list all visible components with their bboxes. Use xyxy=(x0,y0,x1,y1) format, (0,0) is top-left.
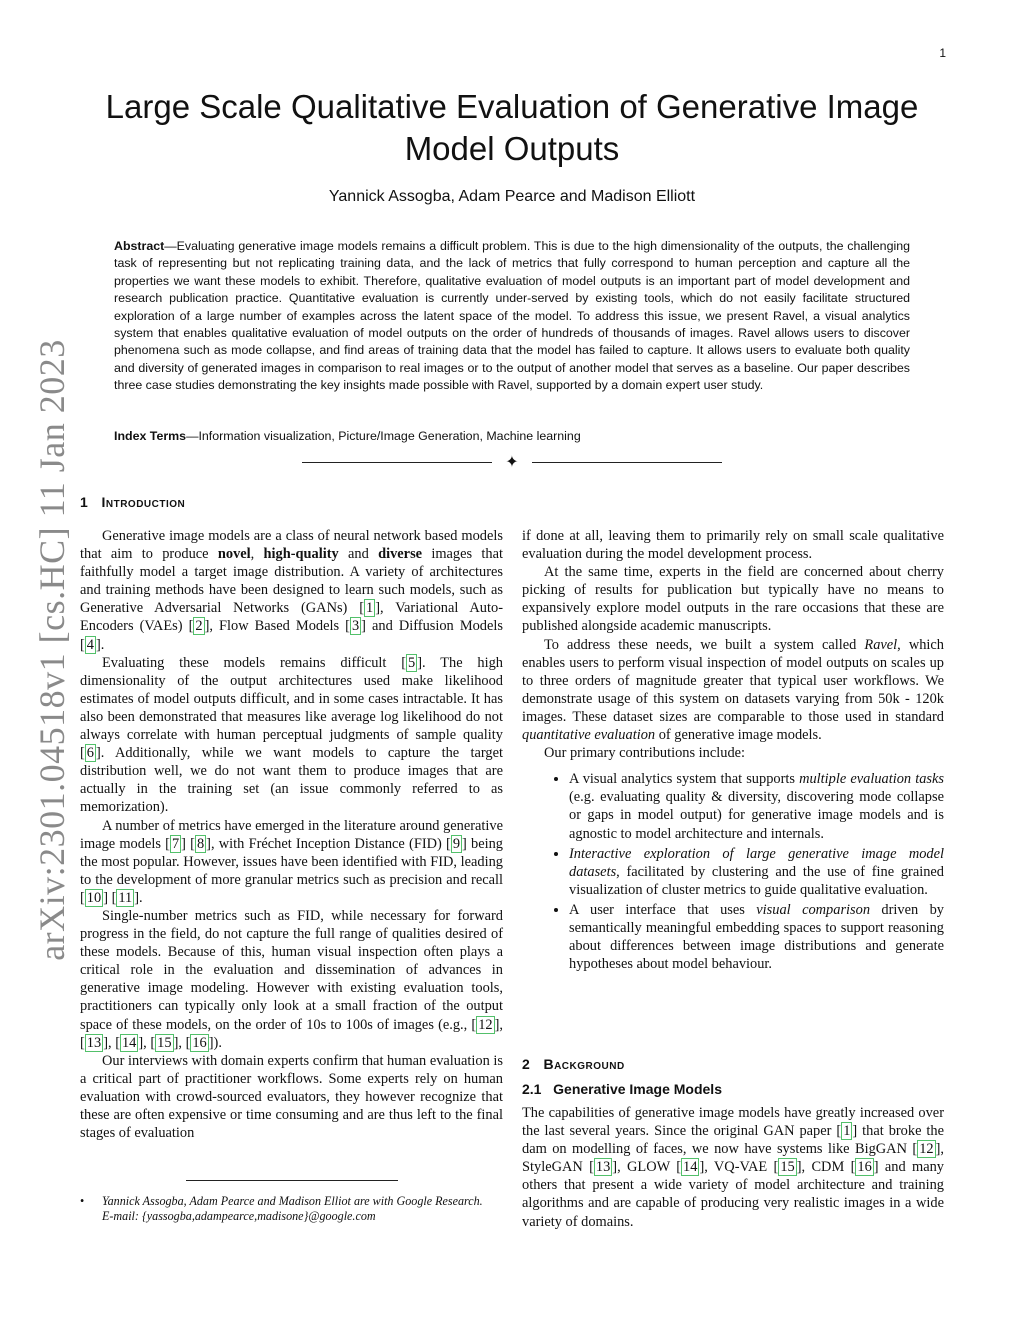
citation-link[interactable]: 1 xyxy=(366,600,374,617)
right-column xyxy=(522,527,944,975)
footnote-rule xyxy=(186,1180,398,1181)
paper-title: Large Scale Qualitative Evaluation of Generative Image Model Outputs xyxy=(105,88,919,167)
arxiv-stamp xyxy=(22,339,82,961)
citation-link[interactable]: 12 xyxy=(478,1016,493,1033)
divider-star-icon: ✦ xyxy=(505,454,519,471)
citation-link[interactable]: 2 xyxy=(195,618,203,635)
citation-link[interactable]: 3 xyxy=(351,618,360,635)
section-1-number: 1 xyxy=(80,494,89,510)
subsection-2-1-heading xyxy=(522,1081,722,1097)
citation-link[interactable]: 13 xyxy=(595,1159,611,1176)
list-item: • Interactive exploration of large generative image model datasets, facilitated by clustering and the use of fine grained visualization of cluster metrics to guide qualitative evaluation. xyxy=(569,845,944,899)
left-column xyxy=(80,527,503,1142)
citation-link[interactable]: 14 xyxy=(683,1159,698,1176)
abstract-label: Abstract xyxy=(114,239,165,253)
paragraph: At the same time, experts in the field are concerned about cherry picking of results for publication but typically have no means to expansively explore model outputs in the rare occasions that these are published alongside academic manuscripts. xyxy=(522,564,944,635)
authors: Yannick Assogba, Adam Pearce and Madison Elliott xyxy=(328,188,696,205)
citation-link[interactable]: 7 xyxy=(171,835,180,852)
index-terms xyxy=(114,429,910,443)
citation-link[interactable]: 12 xyxy=(919,1141,934,1158)
citation-link[interactable]: 15 xyxy=(780,1159,795,1176)
citation-link[interactable]: 9 xyxy=(452,835,461,852)
paragraph: A number of metrics have emerged in the literature around generative image models [ 7 ] [ 8 ], with Fréchet Inception Distance (FID) [ 9 ] being the most popular. However, issues have been identified with FID, leading to the development of more granular metrics such as precision and recall [ 10 ] [ 11 ]. xyxy=(80,817,503,906)
paragraph: Evaluating these models remains difficult [ 5 ]. The high dimensionality of the output architectures used make likelihood estimates of model outputs difficult, and in some cases intractable. It has also been demonstrated that measures like average log likelihood do not always correlate with human perceptual judgments of sample quality [ 6 ]. Additionally, while we want models to capture the target distribution well, we do not want them to produce images that are actually in the training set (an issue commonly referred to as memorization). xyxy=(80,654,503,816)
citation-link[interactable]: 15 xyxy=(157,1034,172,1051)
citation-link[interactable]: 13 xyxy=(86,1034,102,1051)
citation-link[interactable]: 4 xyxy=(86,636,94,653)
citation-link[interactable]: 10 xyxy=(86,889,102,906)
section-divider xyxy=(302,455,722,471)
citation-link[interactable]: 11 xyxy=(118,889,133,906)
page-number: 1 xyxy=(939,46,946,60)
paragraph: if done at all, leaving them to primarily rely on small scale qualitative evaluation during the model development process. xyxy=(522,528,944,563)
footnote-email: E-mail: {yassogba,adampearce,madisone}@google.com xyxy=(102,1209,376,1223)
section-1-title: Introduction xyxy=(101,494,186,510)
citation-link[interactable]: 14 xyxy=(121,1034,137,1051)
citation-link[interactable]: 6 xyxy=(86,745,94,762)
section-2-number: 2 xyxy=(522,1056,531,1072)
contributions-list xyxy=(522,770,944,973)
paragraph: Single-number metrics such as FID, while necessary for forward progress in the field, do not capture the full range of qualities desired of these models. Because of this, human visual inspection often plays a critical role in the evaluation and dissemination of advances in generative image modeling. However with existing evaluation tools, practitioners can typically only look at a small fraction of the output space of these models, on the order of 10s to 100s of images (e.g., [ 12 ], [ 13 ], [ 14 ], [ 15 ], [ 16 ]). xyxy=(80,907,503,1051)
citation-link[interactable]: 8 xyxy=(196,835,205,852)
section-1-heading xyxy=(80,494,185,510)
subsection-number: 2.1 xyxy=(522,1081,542,1097)
paragraph: To address these needs, we built a system called Ravel, which enables users to perform visual inspection of model outputs on scales up to three orders of magnitude greater that typical user workflows. We demonstrate usage of this system on datasets varying from 50k - 120k images. These dataset sizes are comparable to those used in standard quantitative evaluation of generative image models. xyxy=(522,636,944,744)
paragraph: Our primary contributions include: xyxy=(544,745,746,762)
list-item: • A visual analytics system that supports multiple evaluation tasks (e.g. evaluating quality & diversity, discovering mode collapse or gaps in model output) for generative image models and is agnostic to model architecture and internals. xyxy=(569,770,944,842)
citation-link[interactable]: 16 xyxy=(192,1034,207,1051)
subsection-title: Generative Image Models xyxy=(553,1081,722,1097)
citation-link[interactable]: 5 xyxy=(408,654,416,671)
paragraph: The capabilities of generative image models have greatly increased over the last several years. Since the original GAN paper [ 1 ] that broke the dam on modelling of faces, we now have systems like BigGAN [ 12 ], StyleGAN [ 13 ], GLOW [ 14 ], VQ-VAE [ 15 ], CDM [ 16 ] and many others that present a wide variety of model architecture and training algorithms and are capable of producing very realistic images in a wide variety of domains. xyxy=(522,1105,944,1230)
abstract-text: —Evaluating generative image models remains a difficult problem. This is due to the high dimensionality of the outputs, the challenging task of representing but not replicating training data, and the lack of metrics that fully correspond to human perception and capture all the properties we want these models to exhibit. Therefore, qualitative evaluation of model outputs is an important part of model development and research publication practice. Quantitative evaluation is currently under-served by existing tools, which do not easily facilitate structured exploration of a large number of examples across the latent space of the model. To address this issue, we present Ravel, a visual analytics system that enables qualitative evaluation of model outputs on the order of hundreds of thousands of images. Ravel allows users to discover phenomena such as mode collapse, and find areas of training data that the model has failed to capture. It allows users to evaluate both quality and diversity of generated images in comparison to real images or to the output of another model that serves as a baseline. Our paper describes three case studies demonstrating the key insights made possible with Ravel, supported by a domain expert user study. xyxy=(114,239,910,393)
section-2-title: Background xyxy=(543,1056,625,1072)
footnote-affiliation: Yannick Assogba, Adam Pearce and Madison Elliot are with Google Research. xyxy=(102,1194,483,1208)
citation-link[interactable]: 16 xyxy=(857,1159,872,1176)
footnote-bullet: • xyxy=(80,1194,85,1208)
section-2-body xyxy=(522,1104,944,1231)
paragraph: Generative image models are a class of neural network based models that aim to produce novel, high-quality and diverse images that faithfully model a target image distribution. A variety of architectures and training methods have been designed to learn such models, such as Generative Adversarial Networks (GANs) [ 1 ], Variational Auto-Encoders (VAEs) [ 2 ], Flow Based Models [ 3 ] and Diffusion Models [ 4 ]. xyxy=(80,528,503,653)
index-terms-text: —Information visualization, Picture/Image Generation, Machine learning xyxy=(186,429,581,443)
arxiv-stamp-text: arXiv:2301.04518v1 [cs.HC] 11 Jan 2023 xyxy=(32,339,72,961)
list-item: • A user interface that uses visual comparison driven by semantically meaningful embedding spaces to support reasoning about differences between image distributions and generate hypotheses about model behaviour. xyxy=(569,901,944,973)
abstract xyxy=(114,238,910,395)
footnote xyxy=(80,1194,504,1224)
index-terms-label: Index Terms xyxy=(114,429,187,443)
section-2-heading xyxy=(522,1056,625,1072)
citation-link[interactable]: 1 xyxy=(843,1123,851,1140)
paragraph: Our interviews with domain experts confirm that human evaluation is a critical part of practitioner workflows. Some experts rely on human evaluation with crowd-sourced evaluators, they however recognize that these are often expensive or time consuming and are thus left to the final stages of evaluation xyxy=(80,1052,503,1142)
